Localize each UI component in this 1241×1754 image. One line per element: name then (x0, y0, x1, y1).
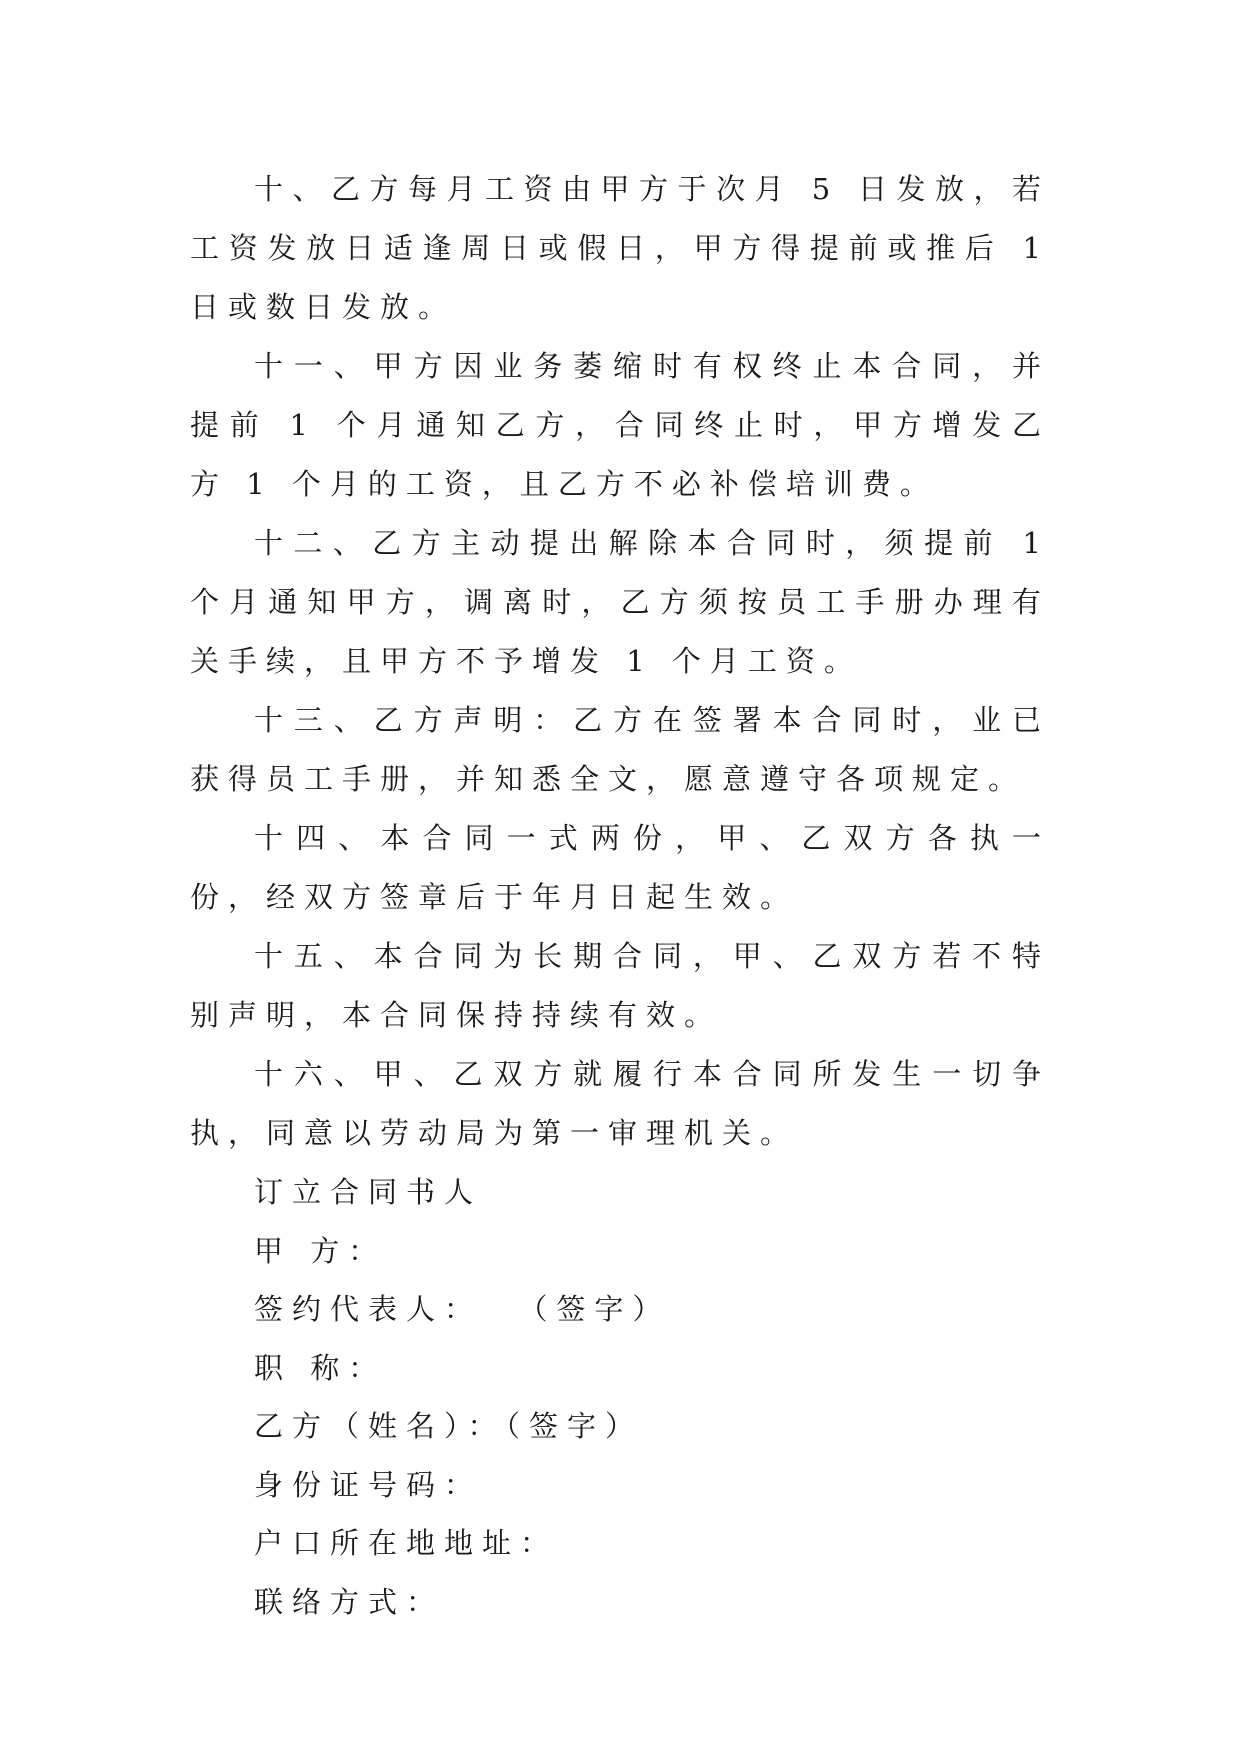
clause-11: 十一、甲方因业务萎缩时有权终止本合同，并提前 1 个月通知乙方，合同终止时，甲方增发乙方 1 个月的工资，且乙方不必补偿培训费。 (190, 349, 1050, 501)
contact-field: 联络方式： (254, 1584, 445, 1619)
clause-14: 十四、本合同一式两份，甲、乙双方各执一份，经双方签章后于年月日起生效。 (190, 821, 1050, 914)
clause-15: 十五、本合同为长期合同，甲、乙双方若不特别声明，本合同保持持续有效。 (190, 939, 1050, 1032)
party-b-field: 乙方（姓名）：（签字） (254, 1409, 644, 1443)
household-address-field: 户口所在地地址： (254, 1526, 559, 1560)
representative-field: 签约代表人： （签字） (254, 1292, 671, 1326)
signature-block (190, 1163, 1050, 1631)
clause-12: 十二、乙方主动提出解除本合同时，须提前 1 个月通知甲方，调离时，乙方须按员工手册办理有关手续，且甲方不予增发 1 个月工资。 (190, 526, 1050, 678)
party-a-field: 甲 方： (254, 1233, 387, 1268)
clause-10: 十、乙方每月工资由甲方于次月 5 日发放，若工资发放日适逢周日或假日，甲方得提前或推后 1 日或数日发放。 (190, 172, 1050, 324)
id-number-field: 身份证号码： (254, 1467, 483, 1502)
clause-13: 十三、乙方声明：乙方在签署本合同时，业已获得员工手册，并知悉全文，愿意遵守各项规定。 (190, 703, 1050, 796)
job-title-field: 职 称： (254, 1350, 387, 1385)
contract-body (190, 160, 1050, 1631)
clause-16: 十六、甲、乙双方就履行本合同所发生一切争执，同意以劳动局为第一审理机关。 (190, 1057, 1050, 1150)
signature-heading: 订立合同书人 (254, 1175, 483, 1209)
